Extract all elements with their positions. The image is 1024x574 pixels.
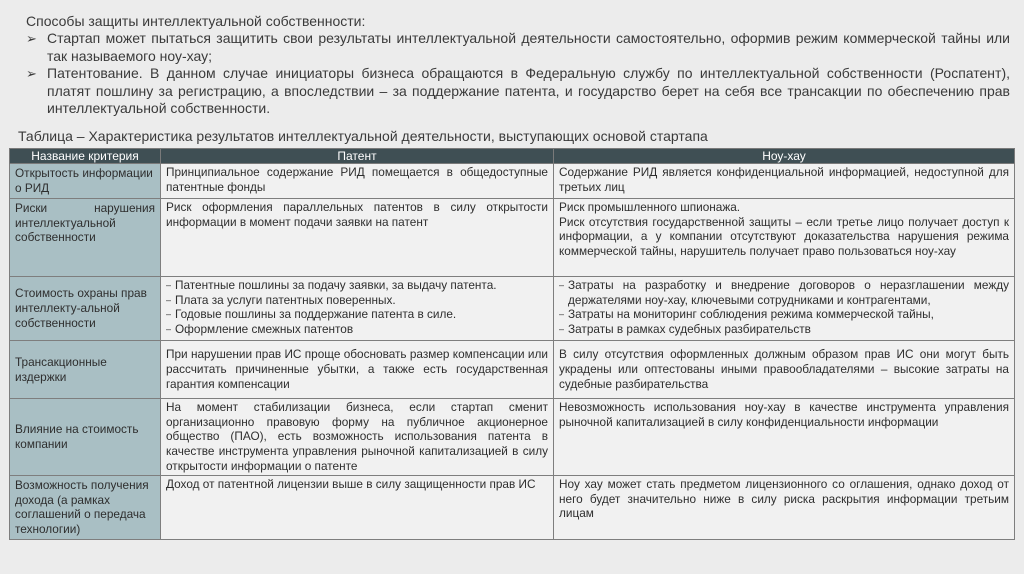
list-item: – Плата за услуги патентных поверенных. <box>166 293 548 308</box>
table-row <box>10 341 1015 399</box>
table-row <box>10 199 1015 277</box>
criterion-cell: Влияние на стоимость компании <box>10 399 161 476</box>
arrow-bullet-icon: ➢ <box>26 31 37 46</box>
knowhow-text: Риск отсутствия государственной защиты – если третье лицо получает доступ к информации, а у компании отсутствуют доказательства нарушения режима коммерческой тайны, нарушитель получает право пользоваться ноу-хау <box>559 214 1009 259</box>
header-criterion: Название критерия <box>10 149 161 164</box>
list-item: – Годовые пошлины за поддержание патента в силе. <box>166 307 548 322</box>
list-item: – Патентные пошлины за подачу заявки, за выдачу патента. <box>166 278 548 293</box>
patent-cell <box>161 341 554 399</box>
table-caption: Таблица – Характеристика результатов интеллектуальной деятельности, выступающих основой стартапа <box>18 128 708 144</box>
knowhow-cell <box>554 476 1015 540</box>
patent-text: На момент стабилизации бизнеса, если стартап сменит организационно правовую форму на публичное акционерное общество (ПАО), есть возможность использования патента в качестве инструмента управления рыночной капитализацией в силу открытости информации о патенте <box>166 400 548 473</box>
arrow-bullet-icon: ➢ <box>26 66 37 81</box>
list-item: – Затраты в рамках судебных разбирательств <box>559 322 1009 337</box>
knowhow-text: В силу отсутствия оформленных должным образом прав ИС они могут быть украдены или оптестованы иными правообладателями – высокие затраты на судебные разбирательства <box>559 347 1009 391</box>
criterion-cell: Возможность получения дохода (а рамках соглашений о передача технологии) <box>10 476 161 540</box>
patent-cell <box>161 476 554 540</box>
patent-cell <box>161 399 554 476</box>
patent-text: При нарушении прав ИС проще обосновать размер компенсации или рассчитать причиненные убытки, а также есть государственная гарантия компенсации <box>166 347 548 391</box>
criterion-cell: Трансакционные издержки <box>10 341 161 399</box>
knowhow-cell <box>554 399 1015 476</box>
criterion-cell: Открытость информации о РИД <box>10 164 161 199</box>
knowhow-cell <box>554 341 1015 399</box>
header-knowhow: Ноу-хау <box>554 149 1015 164</box>
patent-cell <box>161 277 554 341</box>
knowhow-text: Риск промышленного шпионажа. <box>559 200 741 214</box>
knowhow-cost-list <box>559 278 1009 337</box>
table-row <box>10 164 1015 199</box>
table-row <box>10 476 1015 540</box>
list-item: – Оформление смежных патентов <box>166 322 548 337</box>
criteria-table <box>9 148 1015 540</box>
header-patent: Патент <box>161 149 554 164</box>
intro-bullet-text: Патентование. В данном случае инициаторы бизнеса обращаются в Федеральную службу по интеллектуальной собственности (Роспатент), платят пошлину за регистрацию, а впоследствии – за поддержание патента, и государство берет на себя все трансакции по обеспечению прав интеллектуальной собственности. <box>47 65 1010 116</box>
knowhow-cell <box>554 277 1015 341</box>
patent-cost-list <box>166 278 548 337</box>
table-row <box>10 399 1015 476</box>
patent-cell <box>161 164 554 199</box>
knowhow-text: Невозможность использования ноу-хау в качестве инструмента управления рыночной капитализацией в силу конфиденциальности информации <box>559 400 1009 429</box>
list-item: – Затраты на мониторинг соблюдения режима коммерческой тайны, <box>559 307 1009 322</box>
knowhow-cell <box>554 164 1015 199</box>
intro-bullet-list <box>26 30 1010 118</box>
table-row <box>10 277 1015 341</box>
criterion-cell: Риски нарушения интеллектуальной собственности <box>10 199 161 277</box>
criterion-cell: Стоимость охраны прав интеллекту-альной собственности <box>10 277 161 341</box>
patent-text: Доход от патентной лицензии выше в силу защищенности прав ИС <box>166 477 536 491</box>
knowhow-text: Содержание РИД является конфиденциальной информацией, недоступной для третьих лиц <box>559 165 1009 194</box>
intro-bullet <box>26 65 1010 118</box>
intro-bullet <box>26 30 1010 65</box>
table-header-row <box>10 149 1015 164</box>
patent-text: Риск оформления параллельных патентов в силу открытости информации в момент подачи заявки на патент <box>166 200 548 229</box>
patent-text: Принципиальное содержание РИД помещается в общедоступные патентные фонды <box>166 165 548 194</box>
list-item: – Затраты на разработку и внедрение договоров о неразглашении между держателями ноу-хау, ключевыми сотрудниками и контрагентами, <box>559 278 1009 307</box>
intro-bullet-text: Стартап может пытаться защитить свои результаты интеллектуальной деятельности самостоятельно, оформив режим коммерческой тайны или так называемого ноу-хау; <box>47 30 1010 64</box>
patent-cell <box>161 199 554 277</box>
intro-title: Способы защиты интеллектуальной собственности: <box>26 13 366 29</box>
knowhow-text: Ноу хау может стать предметом лицензионного со оглашения, однако доход от него будет значительно ниже в силу риска раскрытия информации третьим лицам <box>559 477 1009 521</box>
knowhow-cell <box>554 199 1015 277</box>
